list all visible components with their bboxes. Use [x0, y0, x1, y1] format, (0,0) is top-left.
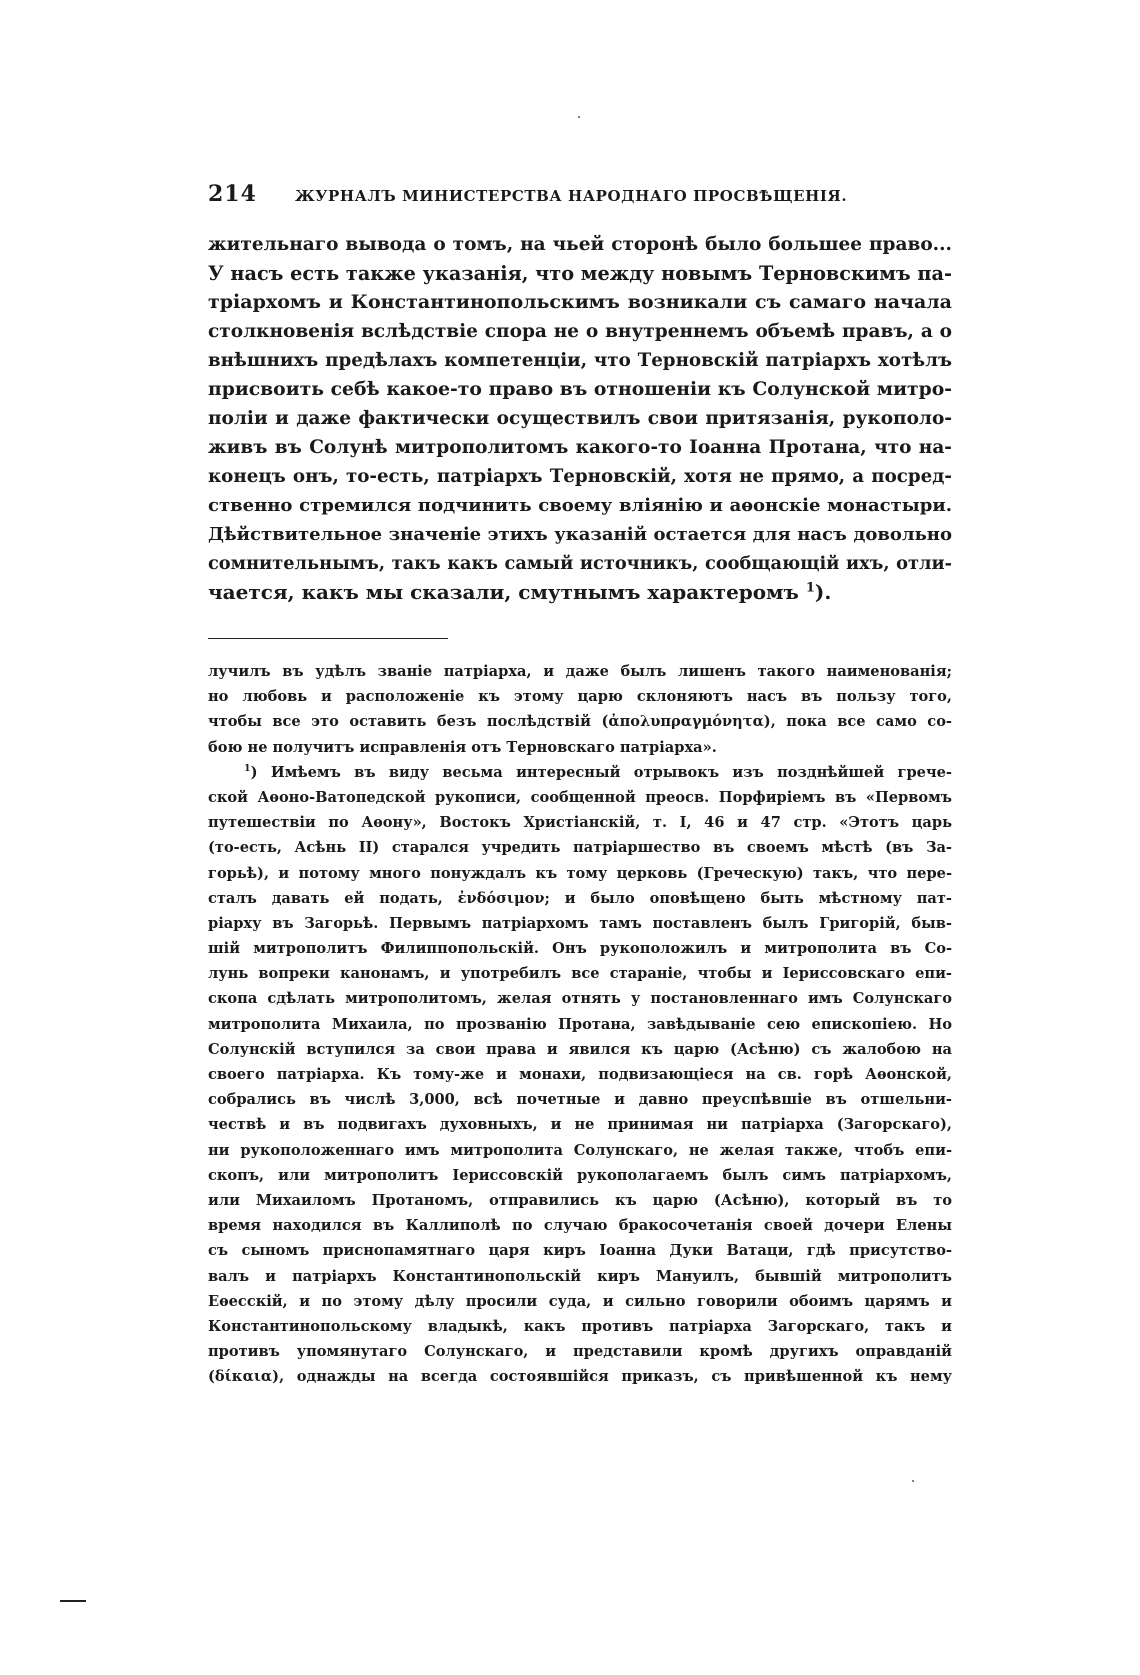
footnote-line: бою не получитъ исправленія отъ Терновскаго патріарха».: [208, 738, 717, 756]
footnote-line: собрались въ числѣ 3,000, всѣ почетные и давно преуспѣвшіе въ отшельни-: [208, 1091, 952, 1109]
footnote-line: горьѣ), и потому много понуждалъ къ тому церковь (Греческую) такъ, что пере-: [208, 864, 952, 882]
footnote-line-body: ) Имѣемъ въ виду весьма интересный отрывокъ изъ позднѣйшей грече-: [250, 763, 952, 781]
text-line: ственно стремился подчинить своему вліянію и аѳонскіе монастыри.: [208, 495, 952, 516]
text-line: поліи и даже фактически осуществилъ свои притязанія, рукополо-: [208, 408, 952, 429]
footnote-line: (то-есть, Асѣнь II) старался учредить патріаршество въ своемъ мѣстѣ (въ За-: [208, 839, 952, 857]
footnote-line: но любовь и расположеніе къ этому царю склоняютъ насъ въ пользу того,: [208, 688, 952, 706]
footnote-ref: 1: [805, 580, 815, 596]
page-header: [208, 181, 958, 207]
text-line: внѣшнихъ предѣлахъ компетенціи, что Терновскій патріархъ хотѣлъ: [208, 350, 952, 371]
footnote-line: [208, 760, 952, 785]
footnote-marker: 1: [244, 762, 251, 774]
page-number: 214: [208, 181, 257, 207]
footnote-line: противъ упомянутаго Солунскаго, и представили кромѣ другихъ оправданій: [208, 1343, 952, 1361]
footnote-line: Константинопольскому владыкѣ, какъ противъ патріарха Загорскаго, такъ и: [208, 1317, 952, 1335]
running-title: ЖУРНАЛЪ МИНИСТЕРСТВА НАРОДНАГО ПРОСВѢЩЕНІЯ.: [294, 187, 848, 205]
footnote-line: время находился въ Каллиполѣ по случаю бракосочетанія своей дочери Елены: [208, 1217, 952, 1235]
margin-mark: [60, 1600, 86, 1602]
text-line: столкновенія вслѣдствіе спора не о внутреннемъ объемѣ правъ, а о: [208, 321, 952, 342]
text-line: [208, 578, 952, 607]
text-line: конецъ онъ, то-есть, патріархъ Терновскій, хотя не прямо, а посред-: [208, 466, 952, 487]
text-line: У насъ есть также указанія, что между новымъ Терновскимъ па-: [208, 262, 952, 285]
footnote-line: лучилъ въ удѣлъ званіе патріарха, и даже былъ лишенъ такого наименованія;: [208, 663, 952, 680]
footnote-line: скопа сдѣлать митрополитомъ, желая отнять у постановленнаго имъ Солунскаго: [208, 990, 952, 1008]
footnote-line: ріарху въ Загорьѣ. Первымъ патріархомъ тамъ поставленъ былъ Григорій, быв-: [208, 914, 952, 932]
footnote-line: лунь вопреки канонамъ, и употребилъ все стараніе, чтобы и Іериссовскаго епи-: [208, 965, 952, 983]
footnote-line: Еѳесскій, и по этому дѣлу просили суда, и сильно говорили обоимъ царямъ и: [208, 1292, 952, 1310]
footnote-line: сталъ давать ей подать, ἐνδόσιμον; и было оповѣщено быть мѣстному пат-: [208, 889, 952, 907]
text-line: живъ въ Солунѣ митрополитомъ какого-то Іоанна Протана, что на-: [208, 437, 952, 458]
footnote-line: или Михаиломъ Протаномъ, отправились къ царю (Асѣню), который въ то: [208, 1191, 952, 1209]
text-line: жительнаго вывода о томъ, на чьей сторонѣ было большее право...: [208, 234, 952, 255]
text-line: Дѣйствительное значеніе этихъ указаній остается для насъ довольно: [208, 524, 952, 545]
scan-speck: [912, 1480, 914, 1482]
text-line: тріархомъ и Константинопольскимъ возникали съ самаго начала: [208, 291, 952, 313]
text-line: сомнительнымъ, такъ какъ самый источникъ, сообщающій ихъ, отли-: [208, 553, 952, 574]
text-line: присвоить себѣ какое-то право въ отношеніи къ Солунской митро-: [208, 378, 952, 400]
footnote-line: своего патріарха. Къ тому-же и монахи, подвизающіеся на св. горѣ Аѳонской,: [208, 1066, 952, 1083]
scan-speck: [578, 116, 580, 118]
footnote-line: (δίκαια), однажды на всегда состоявшійся приказъ, съ привѣшенной къ нему: [208, 1368, 952, 1386]
footnote-line: чествѣ и въ подвигахъ духовныхъ, и не принимая ни патріарха (Загорскаго),: [208, 1116, 952, 1134]
footnote-line: чтобы все это оставить безъ послѣдствій (ἀπολυπραγμόνητα), пока все само со-: [208, 713, 952, 731]
text-line-tail: ).: [814, 580, 832, 604]
footnote-line: путешествіи по Аѳону», Востокъ Христіанскій, т. I, 46 и 47 стр. «Этотъ царь: [208, 814, 952, 832]
footnote-line: скопъ, или митрополитъ Іериссовскій рукополагаемъ былъ симъ патріархомъ,: [208, 1166, 952, 1184]
footnote-line: валъ и патріархъ Константинопольскій киръ Мануилъ, бывшій митрополитъ: [208, 1267, 952, 1285]
footnote-line: съ сыномъ приснопамятнаго царя киръ Іоанна Дуки Ватаци, гдѣ присутство-: [208, 1242, 952, 1260]
footnote-line: шій митрополитъ Филиппопольскій. Онъ рукоположилъ и митрополита въ Со-: [208, 940, 952, 958]
footnote-line: Солунскій вступился за свои права и явился къ царю (Асѣню) съ жалобою на: [208, 1040, 952, 1058]
footnote-line: ской Аѳоно-Ватопедской рукописи, сообщенной преосв. Порфиріемъ въ «Первомъ: [208, 788, 952, 806]
main-text-block: [208, 230, 952, 607]
footnote-line: ни рукоположеннаго имъ митрополита Солунскаго, не желая также, чтобъ епи-: [208, 1141, 952, 1159]
footnote-line: митрополита Михаила, по прозванію Протана, завѣдываніе сею епископіею. Но: [208, 1015, 952, 1033]
text-line-body: чается, какъ мы сказали, смутнымъ характеромъ: [208, 580, 799, 604]
footnote-separator: [208, 638, 448, 639]
footnotes-block: [208, 659, 952, 1389]
